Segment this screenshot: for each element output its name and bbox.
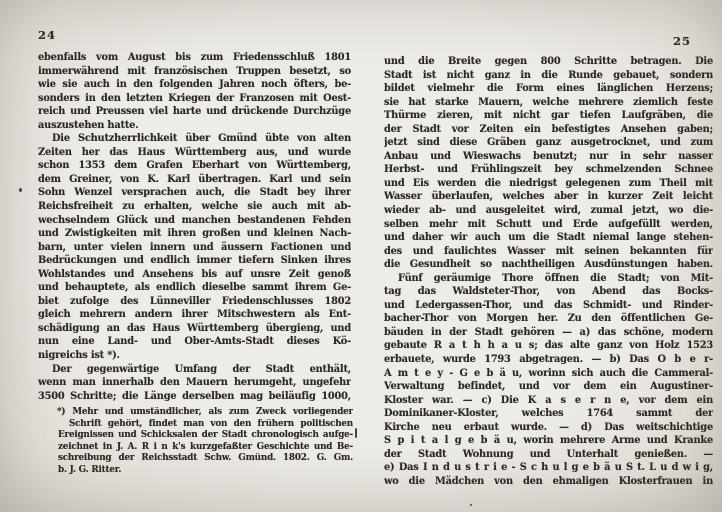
- text-line: Ereignissen und Schicksalen der Stadt chronologisch aufge-: [58, 430, 353, 441]
- text-line: tag das Waldsteter-Thor, von Abend das Bocks-: [384, 286, 713, 298]
- text-line: *) Mehr und umständlicher, als zum Zweck vorliegender: [57, 407, 353, 417]
- text-line: e) Das I n d u s t r i e - S c h u l g e b ä u S t. L u d w i g,: [384, 462, 713, 474]
- text-line: der Stadt Wohnung und Unterhalt genießen. —: [384, 448, 713, 460]
- text-line: Bedrückungen und endlich immer tiefern Sinken ihres: [38, 255, 351, 267]
- text-line: gebaute R a t h h a u s; das alte ganz von Holz 1523: [384, 340, 713, 352]
- text-line: zeichnet in J. A. R i n k's kurzgefaßter Geschichte und Be-: [58, 441, 353, 452]
- text-line: Dominikaner-Kloster, welches 1764 sammt der: [384, 408, 713, 420]
- left-page-footnote: [57, 407, 353, 476]
- text-line: und daher wir auch um die Stadt niemal lange stehen-: [384, 232, 713, 244]
- text-line: schädigung an das Haus Württemberg übergieng, und: [38, 322, 351, 334]
- page-number-left: 24: [38, 28, 57, 42]
- text-line: 3500 Schritte; die Länge derselben mag beiläufig 1000,: [38, 390, 351, 402]
- text-line: Reichsfreiheit zu erhalten, welche sie auch mit ab-: [38, 201, 351, 213]
- page-number-right: 25: [673, 34, 692, 48]
- text-line: Kirche neu erbaut wurde. — d) Das weitschichtige: [384, 421, 713, 433]
- text-line: Verwaltung befindet, und vor dem ein Augustiner-: [384, 381, 713, 393]
- text-line: Sohn Wenzel versprachen auch, die Stadt bey ihrer: [38, 187, 351, 199]
- text-line: Wohlstandes und Ansehens bis auf unsre Zeit genoß: [38, 268, 351, 280]
- text-line: nun eine Land- und Ober-Amts-Stadt dieses Kö-: [38, 336, 351, 348]
- text-line: sie hat starke Mauern, welche mehrere ziemlich feste: [384, 96, 713, 108]
- text-line: Kloster war. — c) Die K a s e r n e, vor dem ein: [384, 394, 713, 406]
- text-line: barn, unter vielen innern und äussern Factionen und: [38, 241, 351, 253]
- text-line: wechselndem Glück und manchen bestandenen Fehden: [38, 214, 351, 226]
- text-line: und Eis werden die niedrigst gelegenen zum Theil mit: [384, 177, 713, 189]
- text-line: bacher-Thor von Morgen her. Zu den öffentlichen Ge-: [384, 313, 713, 325]
- scan-artifact: [355, 428, 357, 438]
- text-line: und Ledergassen-Thor, und das Schmidt- und Rinder-: [384, 299, 713, 311]
- text-line: Stadt ist nicht ganz in die Runde gebauet, sondern: [384, 69, 713, 81]
- text-line: wie sie auch in den folgenden Jahren noch öfters, be-: [38, 79, 351, 91]
- scan-artifact: [19, 188, 22, 192]
- text-line: dem Greiner, von K. Karl übertragen. Karl und sein: [38, 173, 351, 185]
- scan-artifact: [470, 504, 472, 506]
- text-line: nigreichs ist *).: [38, 350, 120, 362]
- text-line: b. J. G. Ritter.: [58, 464, 122, 475]
- text-line: Die Schutzherrlichkeit über Gmünd übte von alten: [52, 133, 351, 145]
- text-line: Wasser überlaufen, welches aber in kurzer Zeit leicht: [384, 191, 713, 203]
- text-line: bildet vielmehr die Form eines länglichen Herzens;: [384, 83, 713, 95]
- text-line: die Gesundheit so nachtheiligen Ausdünstungen haben.: [384, 259, 713, 271]
- text-line: erbauete, wurde 1793 abgetragen. — b) Das O b e r-: [384, 354, 713, 366]
- text-line: Anbau und Wieswachs benutzt; nur in sehr nasser: [384, 150, 713, 162]
- text-line: A m t e y - G e b ä u, worinn sich auch die Cammeral-: [384, 367, 713, 379]
- right-page-text-column: [384, 55, 713, 489]
- text-line: ebenfalls vom August bis zum Friedensschluß 1801: [38, 52, 351, 63]
- text-line: wo die Mädchen von den ehmaligen Klosterfrauen in: [384, 475, 713, 487]
- text-line: schreibung der Reichsstadt Schw. Gmünd. 1802. G. Gm.: [58, 453, 353, 464]
- text-line: schon 1353 dem Grafen Eberhart von Württemberg,: [38, 160, 351, 172]
- text-line: und die Breite gegen 800 Schritte betragen. Die: [384, 56, 713, 67]
- text-line: selben mehr mit Schutt und Erde aufgefüllt werden,: [384, 218, 713, 230]
- text-line: Herbst- und Frühlingszeit bey schmelzenden Schnee: [384, 164, 713, 176]
- text-line: biet zufolge des Lünneviller Friedenschlusses 1802: [38, 295, 351, 307]
- text-line: wieder ab- und ausgeleitet wird, zumal jetzt, wo die-: [384, 205, 713, 217]
- text-line: des und faulichtes Wasser mit seinen bekannten für: [384, 245, 713, 257]
- text-line: Zeiten her das Haus Württemberg aus, und wurde: [38, 146, 351, 158]
- text-line: Der gegenwärtige Umfang der Stadt enthält,: [52, 363, 351, 375]
- text-line: der Stadt vor Zeiten ein befestigtes Ansehen gaben;: [384, 123, 713, 135]
- text-line: S p i t a l g e b ä u, worin mehrere Arme und Kranke: [384, 435, 713, 447]
- text-line: sonders in den letzten Kriegen der Franzosen mit Oest-: [38, 92, 351, 104]
- text-line: und Zwistigkeiten mit ihren großen und kleinen Nach-: [38, 228, 351, 240]
- text-line: reich und Preussen viel harte und drückende Durchzüge: [38, 106, 351, 118]
- text-line: wenn man innerhalb den Mauern herumgeht, ungefehr: [38, 377, 351, 389]
- text-line: und behauptete, als endlich dieselbe sammt ihrem Ge-: [38, 282, 351, 294]
- left-page-text-column: [38, 51, 351, 403]
- text-line: Fünf geräumige Thore öffnen die Stadt; von Mit-: [398, 272, 713, 284]
- text-line: bäuden in der Stadt gehören — a) das schöne, modern: [384, 326, 713, 338]
- text-line: auszustehen hatte.: [38, 119, 139, 131]
- text-line: Schrift gehört, findet man von den frühern politischen: [69, 418, 353, 429]
- text-line: gleich mehrern andern ihrer Mitschwestern als Ent-: [38, 309, 351, 321]
- text-line: Thürme zieren, mit nicht gar tiefen Laufgräben, die: [384, 110, 713, 122]
- text-line: immerwährend mit französischen Truppen besetzt, so: [38, 65, 351, 77]
- text-line: jetzt sind diese Gräben ganz ausgetrocknet, und zum: [384, 137, 713, 149]
